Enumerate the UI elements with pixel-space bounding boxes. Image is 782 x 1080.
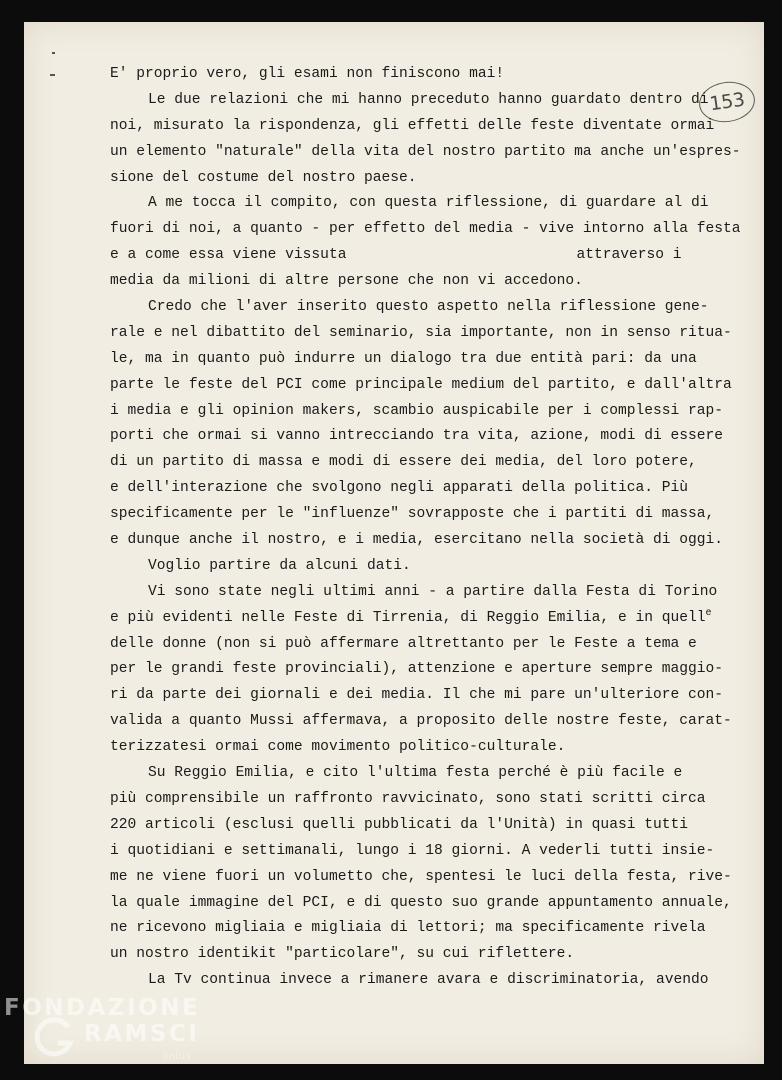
text-line: e dell'interazione che svolgono negli apparati della politica. Più — [110, 480, 689, 497]
text-line: sione del costume del nostro paese. — [110, 169, 417, 186]
text-line: i media e gli opinion makers, scambio auspicabile per i complessi rap- — [110, 402, 724, 419]
text-line: per le grandi feste provinciali), attenzione e aperture sempre maggio- — [110, 661, 724, 678]
text-segment: e a come essa viene vissuta — [110, 247, 347, 264]
text-line: E' proprio vero, gli esami non finiscono mai! — [110, 66, 505, 82]
text-line: A me tocca il compito, con questa riflessione, di guardare al di — [148, 195, 709, 212]
text-line: e dunque anche il nostro, e i media, esercitano nella società di oggi. — [110, 532, 724, 549]
text-line: ri da parte dei giornali e dei media. Il che mi pare un'ulteriore con- — [110, 687, 724, 704]
text-line: parte le feste del PCI come principale medium del partito, e dall'altra — [110, 376, 732, 393]
text-line: le, ma in quanto può indurre un dialogo tra due entità pari: da una — [110, 350, 697, 367]
text-line: media da milioni di altre persone che non vi accedono. — [110, 273, 583, 290]
superscript-correction: e — [705, 607, 712, 619]
watermark-line-1: FONDAZIONE — [4, 995, 201, 1021]
text-line: delle donne (non si può affermare altrettanto per le Feste a tema e — [110, 635, 697, 652]
watermark-line-2: RAMSCI — [84, 1021, 200, 1047]
text-line: 220 articoli (esclusi quelli pubblicati da l'Unità) in quasi tutti — [110, 816, 689, 833]
text-line: Su Reggio Emilia, e cito l'ultima festa perché è più facile e — [148, 765, 683, 782]
text-line — [110, 606, 712, 632]
text-line: la quale immagine del PCI, e di questo suo grande appuntamento annuale, — [110, 894, 732, 911]
text-line: terizzatesi ormai come movimento politico-culturale. — [110, 739, 566, 756]
text-line: valida a quanto Mussi affermava, a proposito delle nostre feste, carat- — [110, 713, 732, 730]
watermark-sub: onlus — [162, 1051, 192, 1062]
text-line: Credo che l'aver inserito questo aspetto nella riflessione gene- — [148, 299, 709, 316]
text-segment: attraverso i — [576, 247, 682, 264]
text-line: porti che ormai si vanno intrecciando tra vita, azione, modi di essere — [110, 428, 724, 445]
margin-mark — [52, 52, 55, 54]
watermark — [4, 995, 201, 1062]
text-line: di un partito di massa e modi di essere dei media, del loro potere, — [110, 454, 697, 471]
text-line: un nostro identikit "particolare", su cui riflettere. — [110, 946, 575, 963]
text-line: me ne viene fuori un volumetto che, spentesi le luci della festa, rive- — [110, 868, 732, 885]
text-line: noi, misurato la rispondenza, gli effetti delle feste diventate ormai — [110, 117, 715, 134]
text-line: più comprensibile un raffronto ravvicinato, sono stati scritti circa — [110, 790, 706, 807]
handwritten-page-number: 153 — [696, 78, 757, 125]
gramsci-g-logo-icon — [34, 1017, 76, 1059]
text-line: specificamente per le "influenze" sovrapposte che i partiti di massa, — [110, 506, 715, 523]
text-line — [110, 243, 682, 269]
text-line: ne ricevono migliaia e migliaia di lettori; ma specificamente rivela — [110, 920, 706, 937]
text-line: Le due relazioni che mi hanno preceduto hanno guardato dentro di — [148, 91, 709, 108]
margin-mark — [50, 74, 55, 76]
text-line: La Tv continua invece a rimanere avara e discriminatoria, avendo — [148, 972, 709, 989]
text-line: i quotidiani e settimanali, lungo i 18 giorni. A vederli tutti insie- — [110, 842, 715, 859]
redacted-area — [346, 243, 576, 269]
text-line: Vi sono state negli ultimi anni - a partire dalla Festa di Torino — [148, 583, 718, 600]
text-line: rale e nel dibattito del seminario, sia importante, non in senso ritua- — [110, 324, 732, 341]
text-segment: e più evidenti nelle Feste di Tirrenia, di Reggio Emilia, e in quell — [110, 609, 706, 626]
text-line: un elemento "naturale" della vita del nostro partito ma anche un'espres- — [110, 143, 741, 160]
text-line: fuori di noi, a quanto - per effetto del media - vive intorno alla festa — [110, 221, 741, 238]
text-line: Voglio partire da alcuni dati. — [148, 557, 411, 574]
